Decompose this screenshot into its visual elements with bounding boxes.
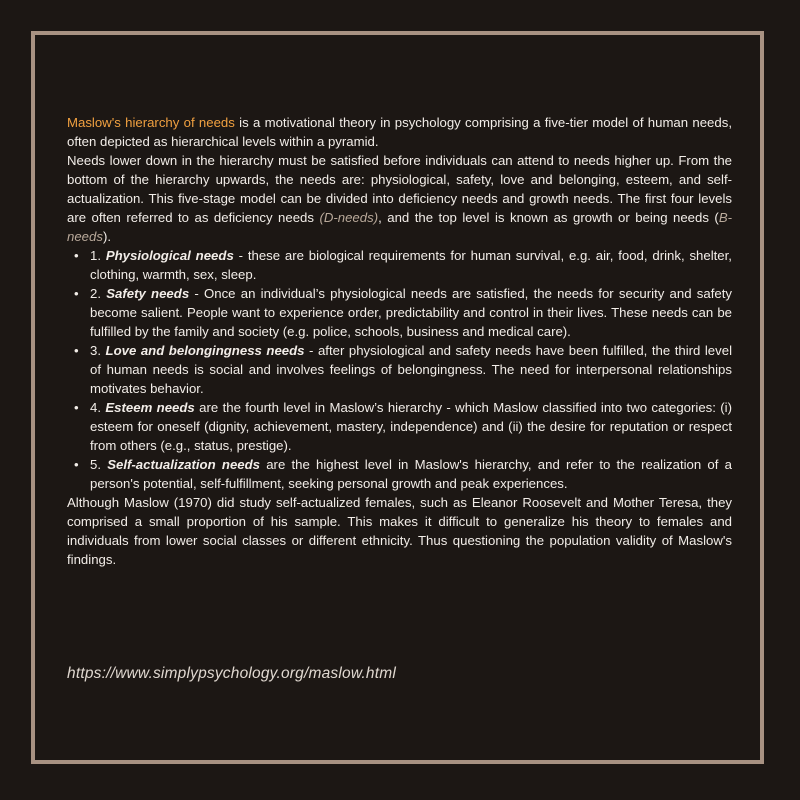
need-description: these are biological requirements for human survival, e.g. air, food, drink, shelter, clothing, warmth, sex, sleep. [90,248,732,282]
need-description: are the fourth level in Maslow’s hierarchy - which Maslow classified into two categories: (i) esteem for oneself (dignity, achievement, mastery, independence) and (ii) the desire for reputation or respect from others (e.g., status, prestige). [90,400,733,453]
needs-list [67,246,732,493]
need-term: Physiological needs [105,248,234,263]
need-number: 1. [90,248,106,263]
need-description: Once an individual’s physiological needs are satisfied, the needs for security and safety become salient. People want to experience order, predictability and control in their lives. These needs can be fulfilled by the family and society (e.g. police, schools, business and medical care). [90,286,732,339]
need-term: Self-actualization needs [107,457,260,472]
need-number: 3. [90,343,106,358]
hierarchy-text-c: ). [102,229,111,244]
need-number: 5. [90,457,108,472]
list-item [90,284,732,341]
list-item [90,341,732,398]
intro-paragraph [67,113,732,151]
dneeds-label: (D-needs) [319,210,379,225]
need-description: after physiological and safety needs have been fulfilled, the third level of human needs is social and involves feelings of belongingness. The need for interpersonal relationships motivates behavior. [90,343,732,396]
source-link[interactable]: https://www.simplypsychology.org/maslow.html [67,665,396,682]
need-separator: - [304,343,318,358]
need-separator: - [233,248,248,263]
bneeds-label: B-needs [67,210,732,244]
need-description: are the highest level in Maslow's hierarchy, and refer to the realization of a person's potential, self-fulfillment, seeking personal growth and peak experiences. [90,457,732,491]
hierarchy-text-a: Needs lower down in the hierarchy must be satisfied before individuals can attend to needs higher up. From the bottom of the hierarchy upwards, the needs are: physiological, safety, love and belonging, esteem, and self-actualization. This five-stage model can be divided into deficiency needs and growth needs. The first four levels are often referred to as deficiency needs [67,153,732,225]
hierarchy-text-b: , and the top level is known as growth or being needs ( [378,210,719,225]
need-number: 2. [90,286,107,301]
need-term: Safety needs [106,286,190,301]
list-item [90,398,732,455]
intro-text: is a motivational theory in psychology comprising a five-tier model of human needs, often depicted as hierarchical levels within a pyramid. [67,115,732,149]
need-term: Esteem needs [105,400,195,415]
need-term: Love and belongingness needs [105,343,305,358]
list-item [90,455,732,493]
need-separator: - [189,286,204,301]
article-body [67,113,732,569]
intro-highlight: Maslow's hierarchy of needs [67,115,235,130]
list-item [90,246,732,284]
conclusion-paragraph: Although Maslow (1970) did study self-actualized females, such as Eleanor Roosevelt and Mother Teresa, they comprised a small proportion of his sample. This makes it difficult to generalize his theory to females and individuals from lower social classes or different ethnicity. Thus questioning the population validity of Maslow's findings. [67,495,732,567]
need-number: 4. [90,400,106,415]
hierarchy-paragraph [67,151,732,246]
